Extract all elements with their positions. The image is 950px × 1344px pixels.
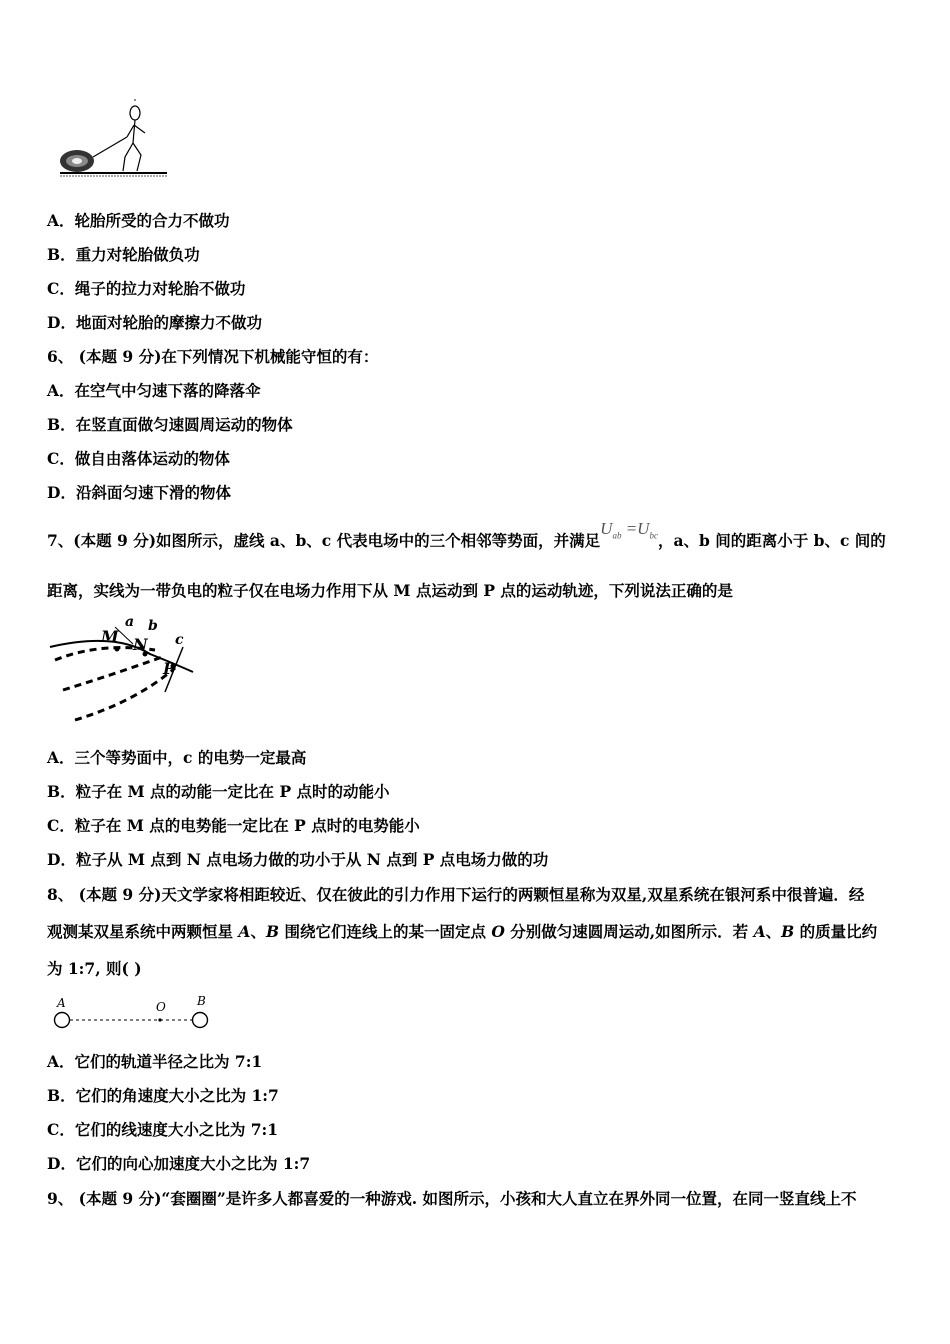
label-O: O: [156, 1000, 166, 1014]
q7-option-d: D．粒子从 M 点到 N 点电场力做的功小于从 N 点到 P 点电场力做的功: [47, 850, 549, 869]
q8-option-c: C．它们的线速度大小之比为 7:1: [47, 1120, 279, 1139]
q8-option-b: B．它们的角速度大小之比为 1:7: [47, 1086, 279, 1105]
q5-option-d: D．地面对轮胎的摩擦力不做功: [47, 313, 262, 332]
q6-option-b: B．在竖直面做匀速圆周运动的物体: [47, 415, 293, 434]
label-c: c: [175, 632, 184, 648]
q7-option-c: C．粒子在 M 点的电势能一定比在 P 点时的电势能小: [47, 816, 420, 835]
binary-star-figure: [50, 993, 220, 1033]
label-b: b: [148, 618, 158, 634]
q7-stem-line1: [47, 519, 886, 558]
q7-option-b: B．粒子在 M 点的动能一定比在 P 点时的动能小: [47, 782, 390, 801]
q7-stem-line2: 距离，实线为一带负电的粒子仅在电场力作用下从 M 点运动到 P 点的运动轨迹，下列说法正确的是: [47, 581, 733, 600]
label-B: B: [197, 994, 206, 1008]
q8-stem-line3: 为 1:7, 则( ): [47, 959, 142, 978]
q6-stem: 6、 (本题 9 分)在下列情况下机械能守恒的有：: [47, 347, 379, 366]
label-A: A: [57, 996, 66, 1010]
q8-option-a: A．它们的轨道半径之比为 7:1: [47, 1052, 263, 1071]
label-P: P: [163, 659, 176, 678]
q6-option-c: C．做自由落体运动的物体: [47, 449, 230, 468]
q7-stem-part1: 7、(本题 9 分)如图所示，虚线 a、b、c 代表电场中的三个相邻等势面，并满足: [47, 531, 601, 550]
tire-pulling-figure: [55, 95, 175, 180]
q6-option-d: D．沿斜面匀速下滑的物体: [47, 483, 231, 502]
q6-option-a: A．在空气中匀速下落的降落伞: [47, 381, 261, 400]
q8-stem-line2: 观测某双星系统中两颗恒星 A、B 围绕它们连线上的某一固定点 O 分别做匀速圆周运动,如图所示．若 A、B 的质量比约: [47, 922, 878, 941]
q5-option-a: A．轮胎所受的合力不做功: [47, 211, 230, 230]
label-N: N: [133, 635, 148, 654]
q9-stem-line1: 9、 (本题 9 分)“套圈圈”是许多人都喜爱的一种游戏. 如图所示，小孩和大人直立在界外同一位置，在同一竖直线上不: [47, 1189, 857, 1208]
q8-stem-line1: 8、 (本题 9 分)天文学家将相距较近、仅在彼此的引力作用下运行的两颗恒星称为双星,双星系统在银河系中很普遍．经: [47, 885, 865, 904]
q7-formula: $U_{ab} =U_{bc}$: [600, 519, 658, 541]
equipotential-figure: [45, 612, 200, 730]
q7-stem-part2: ，a、b 间的距离小于 b、c 间的: [657, 531, 886, 550]
label-M: M: [101, 627, 119, 646]
q5-option-b: B．重力对轮胎做负功: [47, 245, 200, 264]
q8-option-d: D．它们的向心加速度大小之比为 1:7: [47, 1154, 311, 1173]
q7-option-a: A．三个等势面中，c 的电势一定最高: [47, 748, 307, 767]
label-a: a: [125, 614, 135, 630]
q5-option-c: C．绳子的拉力对轮胎不做功: [47, 279, 246, 298]
